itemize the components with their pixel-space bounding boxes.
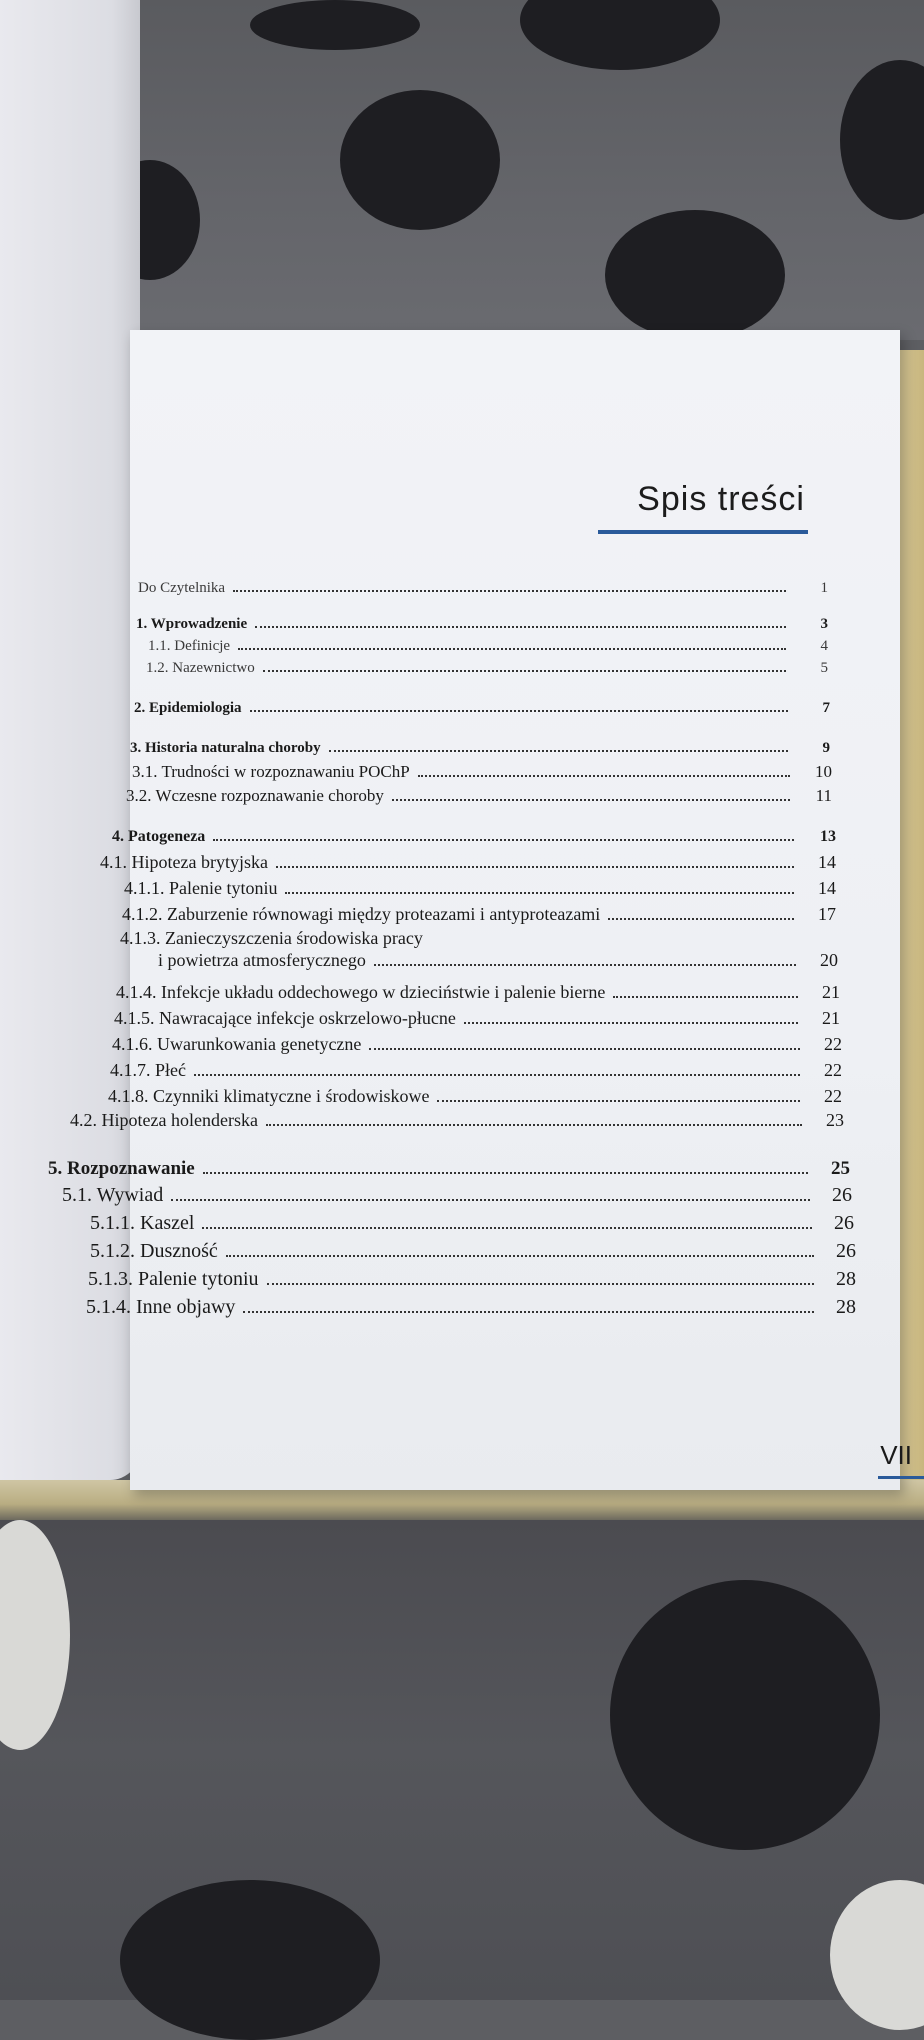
toc-entry-label: 5.1.1. Kaszel [90, 1212, 195, 1234]
toc-entry-label: 4.2. Hipoteza holenderska [70, 1110, 258, 1130]
toc-entry-page: 11 [815, 786, 832, 805]
toc-entry-page: 14 [818, 878, 836, 898]
toc-entry [108, 1086, 842, 1107]
toc-entry-page: 10 [815, 762, 832, 781]
toc-entry-page: 22 [824, 1060, 842, 1080]
fabric-dot [250, 0, 420, 50]
toc-entry-page: 17 [818, 904, 836, 924]
page-number-rule [878, 1476, 924, 1479]
toc-entry [136, 616, 828, 633]
toc-entry-page: 26 [834, 1212, 854, 1234]
toc-entry-page: 26 [832, 1184, 852, 1206]
table-of-contents [48, 330, 900, 1490]
page-title: Spis treści [637, 480, 805, 518]
toc-entry-label: 5.1.3. Palenie tytoniu [88, 1268, 259, 1290]
fabric-dot [610, 1580, 880, 1850]
toc-entry-label: 4.1.4. Infekcje układu oddechowego w dzieciństwie i palenie bierne [116, 982, 606, 1002]
toc-entry [132, 762, 832, 782]
toc-entry-label: 5.1.4. Inne objawy [86, 1296, 236, 1318]
toc-entry-label: 1.2. Nazewnictwo [146, 660, 255, 676]
toc-entry-label: 4.1.2. Zaburzenie równowagi między proteazami i antyproteazami [122, 904, 601, 924]
toc-entry [112, 1034, 842, 1055]
toc-entry-page: 25 [831, 1158, 850, 1179]
toc-entry-page: 9 [822, 740, 830, 756]
toc-entry-label: 3.2. Wczesne rozpoznawanie choroby [126, 786, 384, 805]
toc-entry-page: 14 [818, 852, 836, 872]
toc-entry [116, 982, 840, 1003]
toc-entry-label: 5. Rozpoznawanie [48, 1158, 195, 1179]
toc-entry [48, 1158, 850, 1180]
toc-entry-page: 26 [836, 1240, 856, 1262]
toc-entry-label: 4.1.1. Palenie tytoniu [124, 878, 278, 898]
toc-entry [100, 852, 836, 873]
toc-entry [126, 786, 832, 806]
toc-entry [90, 1212, 854, 1235]
toc-entry [62, 1184, 852, 1207]
toc-entry [70, 1110, 844, 1131]
toc-entry-label: 2. Epidemiologia [134, 700, 242, 716]
toc-entry [90, 1240, 856, 1263]
toc-entry-page: 13 [820, 828, 836, 845]
toc-entry-page: 28 [836, 1268, 856, 1290]
toc-entry-page: 22 [824, 1034, 842, 1054]
fabric-dot [340, 90, 500, 230]
toc-entry [86, 1296, 856, 1319]
toc-entry-label: 4.1.8. Czynniki klimatyczne i środowiskowe [108, 1086, 430, 1106]
toc-entry-label: 4. Patogeneza [112, 828, 206, 845]
toc-entry-page: 3 [820, 616, 828, 632]
toc-entry [124, 878, 836, 899]
toc-entry [138, 580, 828, 597]
toc-entry-label: 5.1. Wywiad [62, 1184, 164, 1206]
toc-entry-label: 4.1.3. Zanieczyszczenia środowiska pracy [120, 928, 423, 948]
toc-entry [158, 950, 838, 971]
toc-entry-label: 5.1.2. Duszność [90, 1240, 218, 1262]
toc-entry-label: 4.1. Hipoteza brytyjska [100, 852, 268, 872]
toc-entry [114, 1008, 840, 1029]
toc-entry-page: 21 [822, 982, 840, 1002]
toc-entry [112, 828, 836, 846]
toc-entry-page: 20 [820, 950, 838, 970]
toc-entry-continued-label [120, 928, 423, 949]
fabric-dot [120, 1880, 380, 2040]
toc-entry [130, 740, 830, 757]
toc-entry-label: 1. Wprowadzenie [136, 616, 248, 632]
toc-entry-label: 3. Historia naturalna choroby [130, 740, 321, 756]
toc-entry-page: 4 [820, 638, 828, 654]
toc-entry-page: 5 [820, 660, 828, 676]
toc-entry-page: 23 [826, 1110, 844, 1130]
toc-entry-label: i powietrza atmosferycznego [158, 950, 366, 970]
toc-entry [146, 660, 828, 677]
toc-entry [134, 700, 830, 717]
toc-entry-page: 22 [824, 1086, 842, 1106]
toc-entry-label: Do Czytelnika [138, 580, 226, 596]
toc-entry [148, 638, 828, 655]
fabric-dot [605, 210, 785, 340]
toc-entry-label: 3.1. Trudności w rozpoznawaniu POChP [132, 762, 410, 781]
toc-entry-page: 21 [822, 1008, 840, 1028]
page-number: VII [880, 1440, 912, 1470]
toc-entry-label: 1.1. Definicje [148, 638, 231, 654]
toc-entry-page: 28 [836, 1296, 856, 1318]
toc-entry-label: 4.1.6. Uwarunkowania genetyczne [112, 1034, 362, 1054]
toc-entry [122, 904, 836, 925]
toc-entry-label: 4.1.7. Płeć [110, 1060, 186, 1080]
toc-entry-page: 7 [822, 700, 830, 716]
toc-entry [88, 1268, 856, 1291]
toc-entry [110, 1060, 842, 1081]
book-page [48, 330, 912, 1490]
toc-entry-page: 1 [820, 580, 828, 596]
toc-entry-label: 4.1.5. Nawracające infekcje oskrzelowo-płucne [114, 1008, 456, 1028]
